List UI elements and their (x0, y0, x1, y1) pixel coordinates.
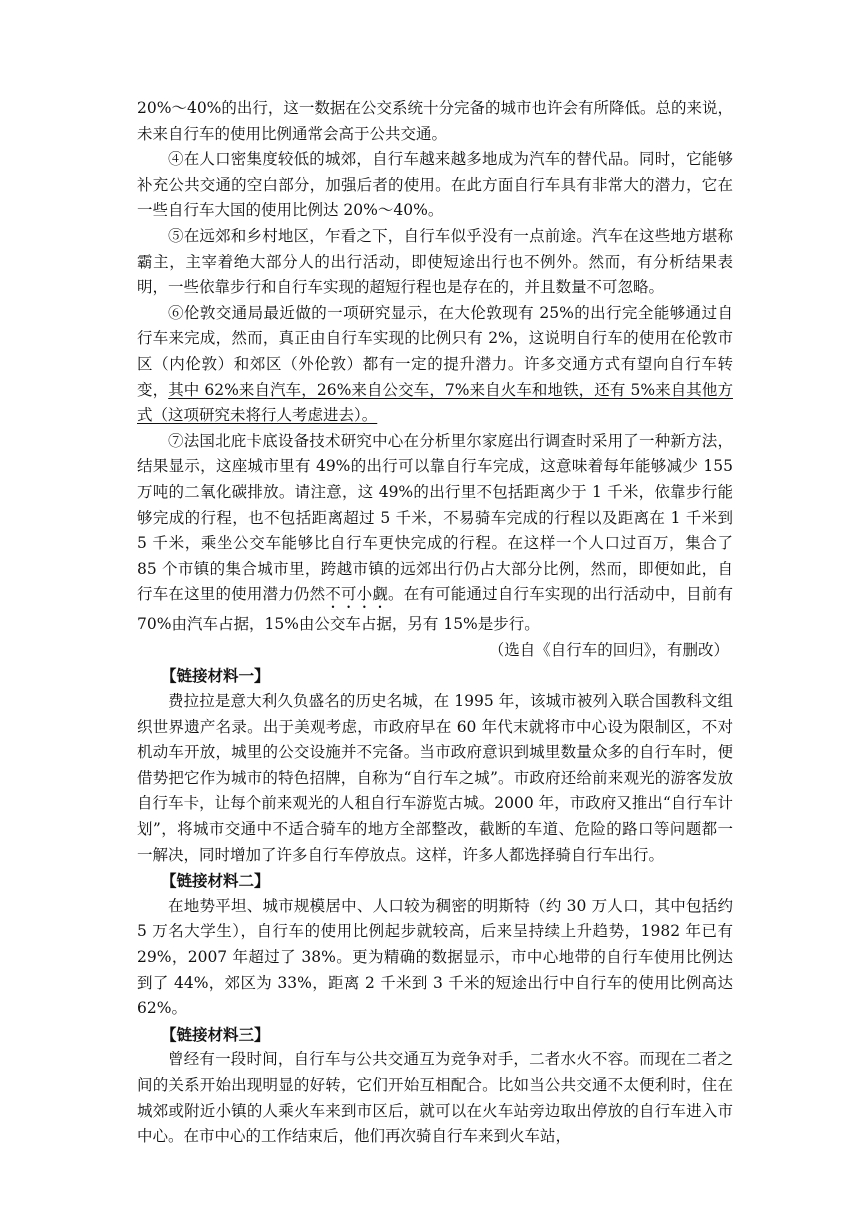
link-material-2-text: 在地势平坦、城市规模居中、人口较为稠密的明斯特（约 30 万人口，其中包括约 5 万名大学生），自行车的使用比例起步就较高，后来呈持续上升趋势，1982 年已有 29%，2007 年超过了 38%。更为精确的数据显示，市中心地带的自行车使用比例达到了 44%，郊区为 33%，距离 2 千米到 3 千米的短途出行中自行车的使用比例高达 62%。 (137, 896, 733, 1018)
link-material-3-heading: 【链接材料三】 (161, 1024, 270, 1044)
paragraph-5: ⑤在远郊和乡村地区，乍看之下，自行车似乎没有一点前途。汽车在这些地方堪称霸主，主宰着绝大部分人的出行活动，即使短途出行也不例外。然而，有分析结果表明，一些依靠步行和自行车实现的超短行程也是存在的，并且数量不可忽略。 (137, 226, 733, 297)
article-body (137, 96, 733, 1150)
underlined-sentence: 其中 62%来自汽车，26%来自公交车，7%来自火车和地铁，还有 5%来自其他方式（这项研究未将行人考虑进去）。 (137, 380, 733, 425)
emphasized-phrase: 不可小觑 (325, 585, 389, 604)
paragraph-7 (137, 429, 733, 638)
paragraph-7-ending: 。在有可能通过自行车实现的出行活动中，目前有 70%由汽车占据，15%由公交车占据，另有 15%是步行。 (137, 585, 733, 634)
paragraph-continuation: 20%～40%的出行，这一数据在公交系统十分完备的城市也许会有所降低。总的来说，未来自行车的使用比例通常会高于公共交通。 (137, 99, 733, 143)
paragraph-4: ④在人口密集度较低的城郊，自行车越来越多地成为汽车的替代品。同时，它能够补充公共交通的空白部分，加强后者的使用。在此方面自行车具有非常大的潜力，它在一些自行车大国的使用比例达 20%～40%。 (137, 150, 733, 220)
source-citation: （选自《自行车的回归》，有删改） (488, 640, 729, 659)
paragraph-7-text: ⑦法国北庇卡底设备技术研究中心在分析里尔家庭出行调查时采用了一种新方法，结果显示，这座城市里有 49%的出行可以靠自行车完成，这意味着每年能够减少 155 万吨的二氧化碳排放。请注意，这 49%的出行里不包括距离少于 1 千米，依靠步行能够完成的行程，也不包括距离超过 5 千米，不易骑车完成的行程以及距离在 1 千米到 5 千米，乘坐公交车能够比自行车更快完成的行程。在这样一个人口过百万，集合了 85 个市镇的集合城市里，跨越市镇的远郊出行仍占大部分比例，然而，即便如此，自行车在这里的使用潜力仍然 (137, 431, 733, 604)
link-material-3-text: 曾经有一段时间，自行车与公共交通互为竞争对手，二者水火不容。而现在二者之间的关系开始出现明显的好转，它们开始互相配合。比如当公共交通不太便利时，住在城郊或附近小镇的人乘火车来到市区后，就可以在火车站旁边取出停放的自行车进入市中心。在市中心的工作结束后，他们再次骑自行车来到火车站， (137, 1050, 733, 1146)
link-material-1-heading: 【链接材料一】 (161, 666, 270, 686)
link-material-2-heading: 【链接材料二】 (161, 871, 270, 891)
paragraph-6-text: ⑥伦敦交通局最近做的一项研究显示，在大伦敦现有 25%的出行完全能够通过自行车来完成，然而，真正由自行车实现的比例只有 2%，这说明自行车的使用在伦敦市区（内伦敦）和郊区（外伦敦）都有一定的提升潜力。许多交通方式有望向自行车转变， (137, 303, 733, 399)
paragraph-6 (137, 301, 733, 429)
link-material-1-text: 费拉拉是意大利久负盛名的历史名城，在 1995 年，该城市被列入联合国教科文组织世界遗产名录。出于美观考虑，市政府早在 60 年代末就将市中心设为限制区，不对机动车开放，城里的公交设施并不完备。当市政府意识到城里数量众多的自行车时，便借势把它作为城市的特色招牌，自称为“自行车之城”。市政府还给前来观光的游客发放自行车卡，让每个前来观光的人租自行车游览古城。2000 年，市政府又推出“自行车计划”，将城市交通中不适合骑车的地方全部整改，截断的车道、危险的路口等问题都一一解决，同时增加了许多自行车停放点。这样，许多人都选择骑自行车出行。 (137, 692, 733, 864)
